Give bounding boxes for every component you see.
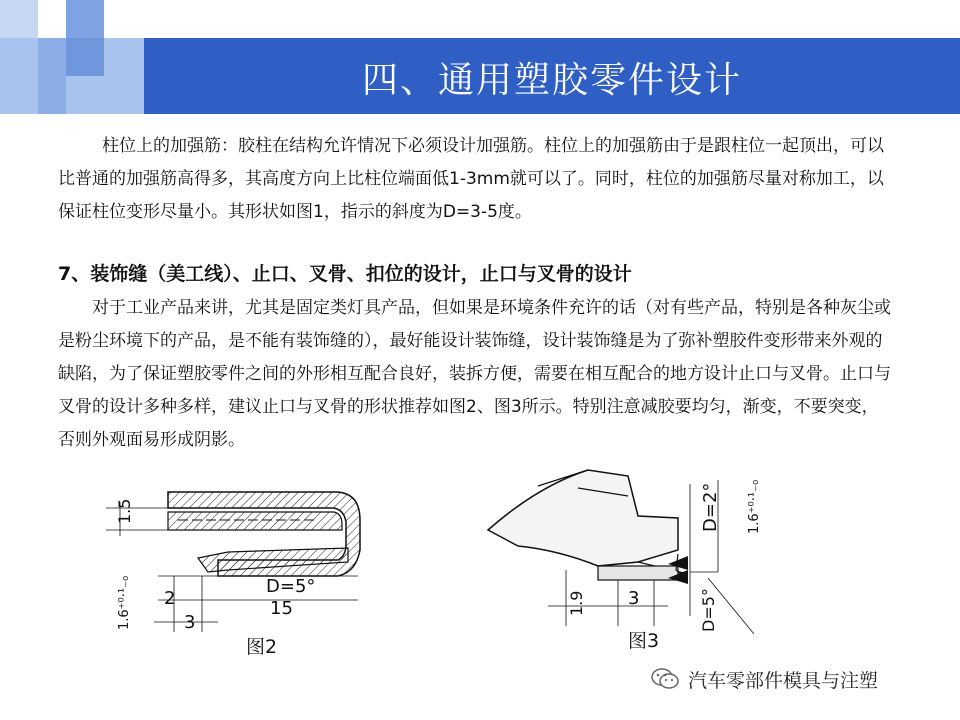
figure-3-diagram	[478, 466, 778, 636]
fig3-dim-1-9: 1.9	[567, 590, 586, 616]
figure-2-label: 图2	[246, 636, 278, 658]
section-heading: 7、装饰缝（美工线）、止口、叉骨、扣位的设计，止口与叉骨的设计	[58, 263, 632, 285]
slide-title: 四、通用塑胶零件设计	[361, 60, 742, 101]
fig2-dim-2: 2	[164, 588, 176, 609]
paragraph-1: 柱位上的加强筋：胶柱在结构允许情况下必须设计加强筋。柱位上的加强筋由于是跟柱位一起顶出，可以比普通的加强筋高得多，其高度方向上比柱位端面低1-3mm就可以了。同时，柱位的加强筋尽量对称加工，以保证柱位变形尽量小。其形状如图1，指示的斜度为D=3-5度。	[58, 136, 884, 222]
fig2-dim-angle: D=5°	[266, 576, 316, 597]
fig2-dim-15: 15	[270, 598, 293, 619]
fig2-dim-tol: 1.6⁺⁰·¹₋₀	[117, 575, 132, 630]
figure-3-label: 图3	[628, 630, 660, 652]
fig3-dim-tol: 1.6⁺⁰·¹₋₀	[747, 479, 762, 534]
fig2-inner-lip	[168, 512, 342, 530]
title-bar	[144, 38, 960, 114]
decor-square-4	[38, 38, 66, 114]
fig2-dim-1-5: 1.5	[115, 498, 134, 524]
wechat-icon	[650, 667, 680, 691]
paragraph-2: 对于工业产品来讲，尤其是固定类灯具产品，但如果是环境条件充许的话（对有些产品，特别是各种灰尘或是粉尘环境下的产品，是不能有装饰缝的），最好能设计装饰缝，设计装饰缝是为了弥补塑胶件变形带来外观的缺陷，为了保证塑胶零件之间的外形相互配合良好，装拆方便，需要在相互配合的地方设计止口与叉骨。止口与叉骨的设计多种多样，建议止口与叉骨的形状推荐如图2、图3所示。特别注意减胶要均匀，渐变，不要突变，否则外观面易形成阴影。	[58, 298, 891, 450]
decor-square-2	[66, 0, 104, 38]
figure-2-diagram	[98, 480, 368, 640]
fig3-dim-angle-bottom: D=5°	[699, 588, 718, 632]
decor-square-1	[0, 0, 38, 38]
watermark	[650, 664, 878, 694]
fig3-body	[488, 470, 678, 566]
fig2-dim-3: 3	[184, 612, 196, 633]
fig3-dim-angle-top: D=2°	[700, 482, 721, 532]
fig3-dim-3: 3	[628, 588, 640, 609]
watermark-text: 汽车零部件模具与注塑	[688, 669, 879, 692]
decor-square-5	[66, 38, 104, 76]
